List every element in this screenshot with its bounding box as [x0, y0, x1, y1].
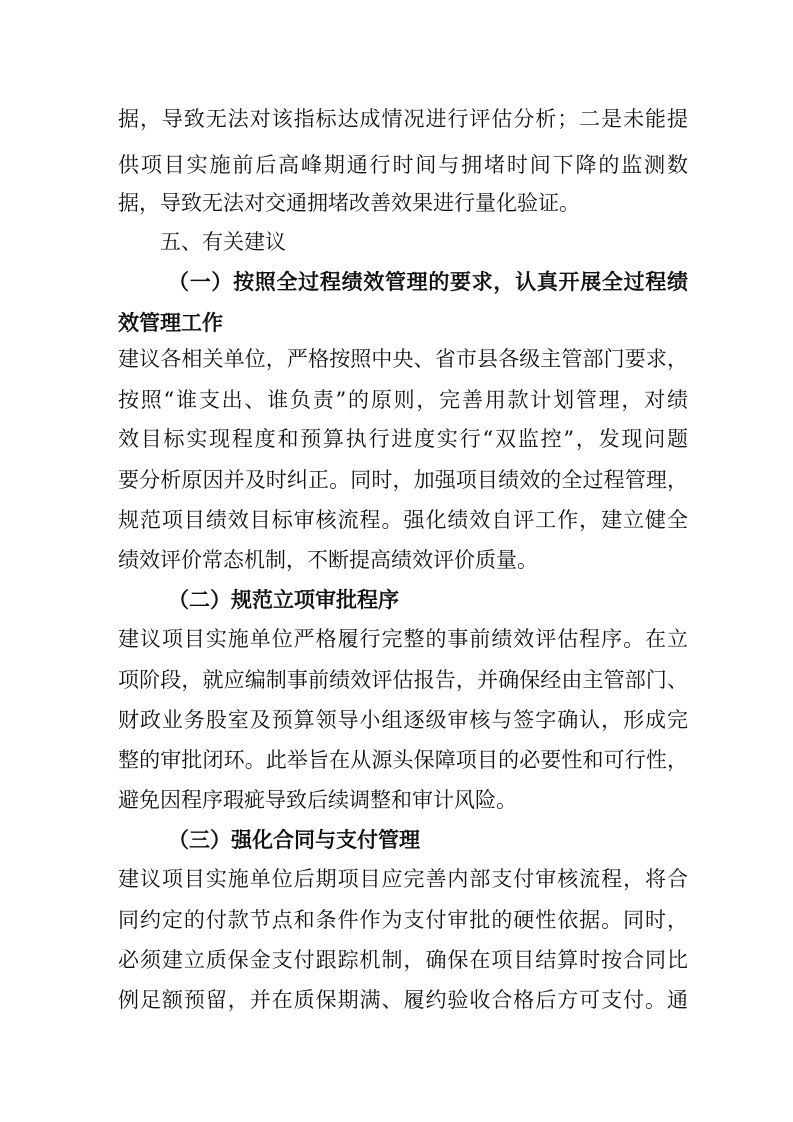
paragraph-line: 项阶段，就应编制事前绩效评估报告，并确保经由主管部门、 — [118, 668, 688, 692]
paragraph-line: 据，导致无法对该指标达成情况进行评估分析；二是未能提 — [118, 107, 688, 131]
paragraph-line: 供项目实施前后高峰期通行时间与拥堵时间下降的监测数 — [118, 153, 688, 177]
paragraph-line: 效目标实现程度和预算执行进度实行“双监控”，发现问题 — [118, 427, 688, 451]
subsection-heading: （三）强化合同与支付管理 — [168, 828, 420, 852]
paragraph-line: 建议项目实施单位严格履行完整的事前绩效评估程序。在立 — [118, 627, 688, 651]
section-heading: 五、有关建议 — [160, 230, 286, 254]
subsection-heading: （一）按照全过程绩效管理的要求，认真开展全过程绩 — [168, 270, 688, 294]
subsection-heading: （二）规范立项审批程序 — [168, 588, 399, 612]
paragraph-line: 规范项目绩效目标审核流程。强化绩效自评工作，建立健全 — [118, 508, 688, 532]
paragraph-line: 建议项目实施单位后期项目应完善内部支付审核流程，将合 — [118, 867, 688, 891]
paragraph-line: 按照“谁支出、谁负责”的原则，完善用款计划管理，对绩 — [118, 388, 688, 412]
paragraph-line: 要分析原因并及时纠正。同时，加强项目绩效的全过程管理， — [118, 468, 688, 492]
paragraph-line: 据，导致无法对交通拥堵改善效果进行量化验证。 — [118, 191, 580, 215]
paragraph-line: 必须建立质保金支付跟踪机制，确保在项目结算时按合同比 — [118, 948, 688, 972]
paragraph-line: 绩效评价常态机制，不断提高绩效评价质量。 — [118, 548, 538, 572]
paragraph-line: 同约定的付款节点和条件作为支付审批的硬性依据。同时， — [118, 908, 688, 932]
paragraph-line: 避免因程序瑕疵导致后续调整和审计风险。 — [118, 788, 517, 812]
paragraph-line: 建议各相关单位，严格按照中央、省市县各级主管部门要求， — [118, 347, 688, 371]
subsection-heading: 效管理工作 — [118, 311, 223, 335]
paragraph-line: 例足额预留，并在质保期满、履约验收合格后方可支付。通 — [118, 988, 688, 1012]
paragraph-line: 整的审批闭环。此举旨在从源头保障项目的必要性和可行性， — [118, 748, 688, 772]
paragraph-line: 财政业务股室及预算领导小组逐级审核与签字确认，形成完 — [118, 708, 688, 732]
